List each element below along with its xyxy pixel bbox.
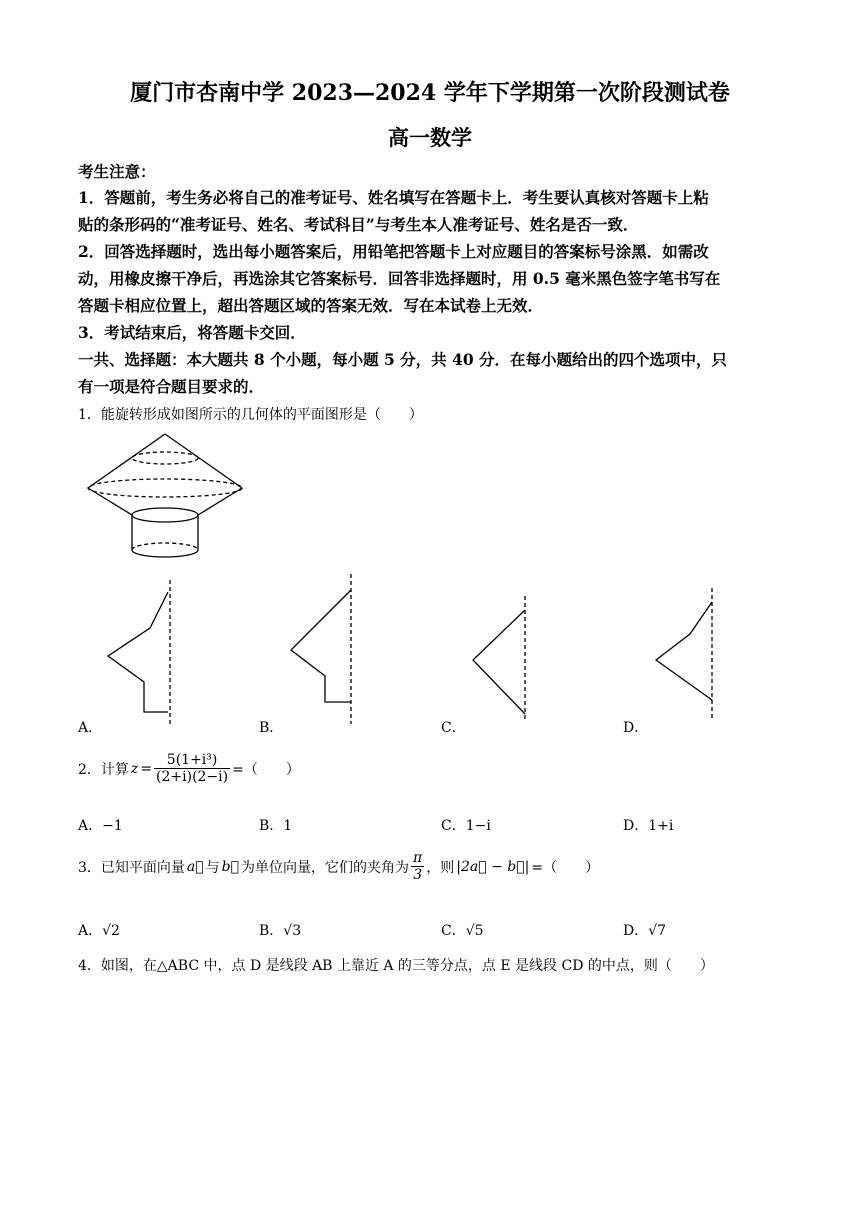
section-heading: 一共、选择题：本大题共 8 个小题，每小题 5 分，共 40 分．在每小题给出的四个选项中，只: [78, 350, 728, 369]
option-c-figure: [465, 594, 535, 724]
option-c-label: C．: [441, 720, 466, 736]
question-2-stem: [78, 752, 300, 785]
q3-option-c: C．√5: [441, 923, 484, 939]
q3-mid2: 为单位向量，它们的夹角为: [241, 859, 410, 876]
option-b-label: B．: [259, 720, 284, 736]
notice-line: 贴的条形码的“准考证号、姓名、考试科目”与考生本人准考证号、姓名是否一致．: [78, 215, 639, 234]
notice-line: 动，用橡皮擦干净后，再选涂其它答案标号．回答非选择题时，用 0.5 毫米黑色签字笔书写在: [78, 269, 721, 288]
q3-suffix: =（ ）: [531, 859, 600, 876]
q3-vector-b: b⃗: [221, 858, 240, 875]
notice-line: 答题卡相应位置上，超出答题区域的答案无效．写在本试卷上无效．: [78, 296, 544, 315]
notice-line: 2．回答选择题时，选出每小题答案后，用铅笔把答题卡上对应题目的答案标号涂黑．如需改: [78, 242, 709, 261]
question-1-stem: 1．能旋转形成如图所示的几何体的平面图形是（ ）: [78, 407, 423, 423]
q3-mid1: 与: [205, 859, 220, 876]
q2-option-c: C．1−i: [441, 818, 491, 834]
option-b-figure: [285, 572, 365, 727]
q3-denominator: 3: [413, 867, 423, 883]
q3-option-b: B．√3: [259, 923, 302, 939]
q3-mid3: ，则: [426, 859, 455, 876]
exam-title: 厦门市杏南中学 2023—2024 学年下学期第一次阶段测试卷: [130, 80, 730, 106]
q2-fraction: [154, 752, 230, 785]
q2-prefix: 2．计算: [78, 761, 129, 778]
q3-prefix: 3．已知平面向量: [78, 859, 185, 876]
option-a-label: A．: [78, 720, 103, 736]
q2-numerator: 5(1+i³): [154, 752, 230, 769]
option-d-figure: [650, 586, 720, 721]
q2-variable: z: [130, 760, 139, 777]
section-heading: 有一项是符合题目要求的．: [78, 377, 265, 396]
q2-equals: =: [140, 760, 153, 777]
notice-line: 1．答题前，考生务必将自己的准考证号、姓名填写在答题卡上．考生要认真核对答题卡上粘: [78, 188, 709, 207]
q2-suffix: =（ ）: [232, 761, 300, 778]
option-a-figure: [100, 578, 180, 728]
q2-option-d: D．1+i: [623, 818, 674, 834]
notice-heading: 考生注意：: [78, 162, 156, 181]
q2-denominator: (2+i)(2−i): [156, 769, 229, 785]
q2-option-a: A．−1: [78, 818, 123, 834]
q2-option-b: B．1: [259, 818, 293, 834]
q3-option-d: D．√7: [623, 923, 667, 939]
solid-figure: [80, 430, 250, 565]
q3-fraction: [411, 850, 424, 883]
q3-vector-a: a⃗: [186, 858, 204, 875]
q3-option-a: A．√2: [78, 923, 120, 939]
q3-expression: |2a⃗ − b⃗|: [456, 858, 530, 875]
question-4-stem: 4．如图，在△ABC 中，点 D 是线段 AB 上靠近 A 的三等分点，点 E 是线段 CD 的中点，则（ ）: [78, 958, 714, 974]
exam-subject: 高一数学: [388, 125, 472, 150]
option-d-label: D．: [623, 720, 649, 736]
q3-numerator: π: [413, 850, 423, 866]
notice-line: 3．考试结束后，将答题卡交回．: [78, 323, 306, 342]
question-3-stem: [78, 850, 599, 883]
